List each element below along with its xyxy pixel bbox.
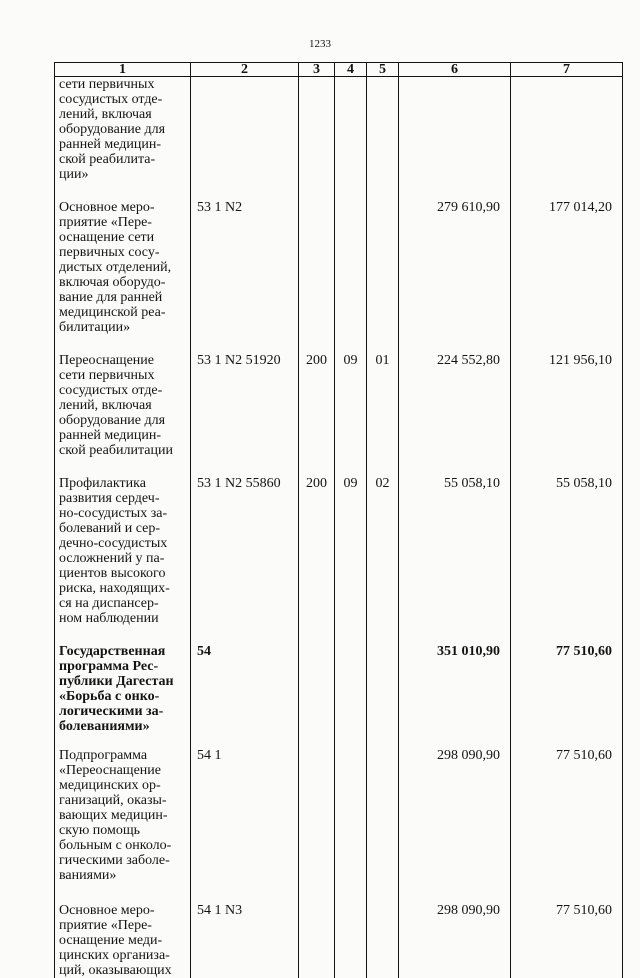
- row-value6-cell: [399, 476, 511, 644]
- row-name-cell: [55, 200, 191, 353]
- row-value7-cell: [511, 748, 623, 903]
- row-code-cell: [191, 476, 299, 644]
- column-header: 2: [191, 63, 299, 77]
- row-name-text: Основное меро- приятие «Пере- оснащение сети первичных сосу- дистых отделений, включая оборудо- вание для ранней медицинской реа- билитации»: [59, 200, 172, 335]
- row-col3-cell: [299, 748, 335, 903]
- row-col4-cell: [335, 476, 367, 644]
- row-code-cell: [191, 748, 299, 903]
- row-col4-cell: [335, 353, 367, 476]
- row-col5-cell: [367, 476, 399, 644]
- row-code-cell: [191, 200, 299, 353]
- row-value6-cell: [399, 903, 511, 978]
- row-col4-cell: [335, 200, 367, 353]
- column-header: 4: [335, 63, 367, 77]
- row-name-cell: [55, 77, 191, 201]
- column-header: 7: [511, 63, 623, 77]
- row-col5-text: 01: [375, 353, 390, 368]
- row-col5-cell: [367, 200, 399, 353]
- row-col5-cell: [367, 77, 399, 201]
- table-row: [55, 748, 623, 903]
- row-value6-text: 55 058,10: [444, 476, 500, 491]
- row-value6-cell: [399, 644, 511, 748]
- row-col3-cell: [299, 903, 335, 978]
- table-row: [55, 476, 623, 644]
- row-col5-cell: [367, 903, 399, 978]
- row-col3-cell: [299, 77, 335, 201]
- table-row: [55, 77, 623, 201]
- row-col3-cell: [299, 644, 335, 748]
- row-value6-cell: [399, 77, 511, 201]
- row-code-text: 53 1 N2: [197, 200, 243, 215]
- row-value7-cell: [511, 903, 623, 978]
- row-col4-text: 09: [343, 476, 358, 491]
- row-value6-cell: [399, 353, 511, 476]
- row-col3-text: 200: [306, 476, 327, 491]
- row-value6-text: 298 090,90: [437, 903, 500, 918]
- row-code-text: 53 1 N2 51920: [197, 353, 281, 368]
- row-value7-cell: [511, 476, 623, 644]
- row-col4-cell: [335, 748, 367, 903]
- row-code-cell: [191, 644, 299, 748]
- row-code-cell: [191, 903, 299, 978]
- row-name-cell: [55, 903, 191, 978]
- table-row: [55, 353, 623, 476]
- row-value6-text: 298 090,90: [437, 748, 500, 763]
- row-value7-cell: [511, 644, 623, 748]
- column-header: 3: [299, 63, 335, 77]
- row-col3-cell: [299, 200, 335, 353]
- row-code-text: 54 1: [197, 748, 222, 763]
- column-header: 5: [367, 63, 399, 77]
- table-header-row: [55, 63, 623, 77]
- row-code-text: 54: [197, 644, 211, 659]
- row-name-cell: [55, 476, 191, 644]
- row-value7-cell: [511, 353, 623, 476]
- row-col5-cell: [367, 353, 399, 476]
- row-col5-cell: [367, 748, 399, 903]
- column-header: 6: [399, 63, 511, 77]
- row-col4-cell: [335, 77, 367, 201]
- row-value6-text: 224 552,80: [437, 353, 500, 368]
- row-col3-text: 200: [306, 353, 327, 368]
- row-name-text: Государственная программа Рес- публики Дагестан «Борьба с онко- логическими за- болеваниями»: [59, 644, 174, 734]
- row-code-text: 53 1 N2 55860: [197, 476, 281, 491]
- row-value7-text: 77 510,60: [556, 903, 612, 918]
- row-col4-text: 09: [343, 353, 358, 368]
- row-name-cell: [55, 644, 191, 748]
- row-name-text: Профилактика развития сердеч- но-сосудистых за- болеваний и сер- дечно-сосудистых осложнений у па- циентов высокого риска, находящих- ся на диспансер- ном наблюдении: [59, 476, 170, 626]
- table-row: [55, 644, 623, 748]
- row-code-text: 54 1 N3: [197, 903, 243, 918]
- row-code-cell: [191, 77, 299, 201]
- budget-table: [54, 62, 623, 978]
- row-col4-cell: [335, 644, 367, 748]
- row-name-text: Подпрограмма «Переоснащение медицинских ор- ганизаций, оказы- вающих медицин- скую помощь больным с онколо- гическими заболе- ваниями»: [59, 748, 172, 883]
- row-value7-text: 77 510,60: [556, 748, 612, 763]
- column-header: 1: [55, 63, 191, 77]
- row-value7-text: 77 510,60: [556, 644, 612, 659]
- row-col4-cell: [335, 903, 367, 978]
- row-value7-cell: [511, 200, 623, 353]
- row-value6-text: 279 610,90: [437, 200, 500, 215]
- row-name-text: сети первичных сосудистых отде- лений, включая оборудование для ранней медицин- ской реабилита- ции»: [59, 77, 166, 182]
- row-col3-cell: [299, 353, 335, 476]
- row-value7-cell: [511, 77, 623, 201]
- table-row: [55, 200, 623, 353]
- row-col3-cell: [299, 476, 335, 644]
- row-code-cell: [191, 353, 299, 476]
- row-name-cell: [55, 748, 191, 903]
- row-name-cell: [55, 353, 191, 476]
- row-value7-text: 121 956,10: [549, 353, 612, 368]
- page-number: 1233: [309, 38, 331, 50]
- table-row: [55, 903, 623, 978]
- row-value7-text: 177 014,20: [549, 200, 612, 215]
- row-value6-cell: [399, 200, 511, 353]
- row-value6-text: 351 010,90: [437, 644, 500, 659]
- row-name-text: Переоснащение сети первичных сосудистых отде- лений, включая оборудование для ранней медицин- ской реабилитации: [59, 353, 173, 458]
- row-col5-text: 02: [375, 476, 390, 491]
- row-value7-text: 55 058,10: [556, 476, 612, 491]
- row-value6-cell: [399, 748, 511, 903]
- row-name-text: Основное меро- приятие «Пере- оснащение меди- цинских организа- ций, оказывающих: [59, 903, 172, 978]
- row-col5-cell: [367, 644, 399, 748]
